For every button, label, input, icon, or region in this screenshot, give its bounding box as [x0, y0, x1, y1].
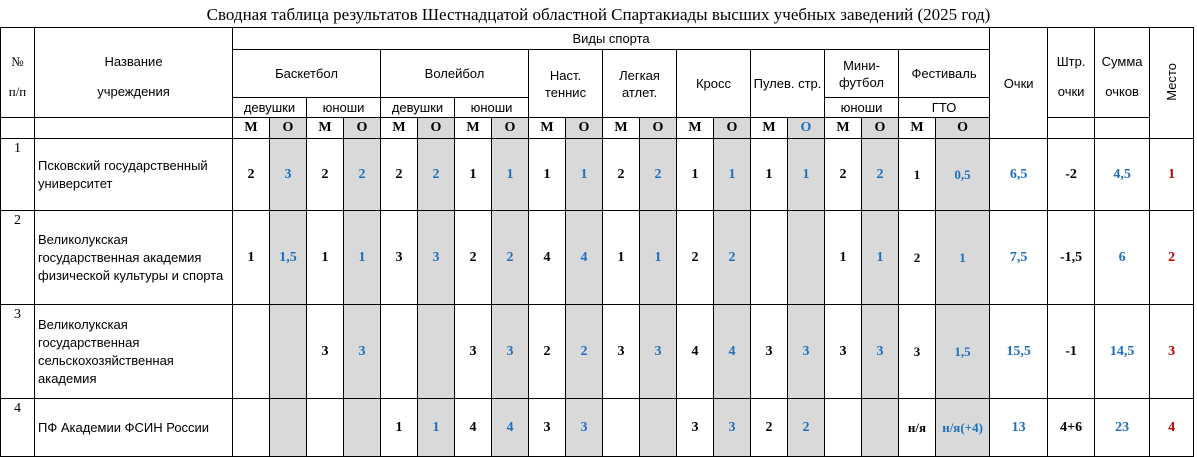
score-o: 3: [714, 399, 751, 457]
row-number: 2: [1, 211, 35, 305]
page-title: Сводная таблица результатов Шестнадцатой областной Спартакиады высших учебных заведений (2025 год): [206, 5, 991, 24]
m-header: М: [307, 118, 344, 139]
score-o: 3: [492, 305, 529, 399]
sport-shooting: Пулев. стр.: [751, 50, 825, 118]
score-o: [640, 399, 677, 457]
table-row: [1, 139, 1194, 211]
sub-volleyball-boys: юноши: [455, 98, 529, 118]
score-o: 2: [418, 139, 455, 211]
o-header: О: [270, 118, 307, 139]
place-value: 3: [1150, 305, 1194, 399]
mo-spacer-penalty: [1048, 118, 1095, 139]
sport-athletics: Легкая атлет.: [603, 50, 677, 118]
score-o: 1: [936, 211, 990, 305]
table-row: [1, 399, 1194, 457]
score-o: 2: [714, 211, 751, 305]
score-o: 1: [566, 139, 603, 211]
score-m: 1: [899, 139, 936, 211]
o-header: О: [640, 118, 677, 139]
score-m: 1: [381, 399, 418, 457]
score-m: [751, 211, 788, 305]
sub-volleyball-girls: девушки: [381, 98, 455, 118]
place-header: Место: [1150, 28, 1194, 139]
score-o: н/я(+4): [936, 399, 990, 457]
score-m: 1: [825, 211, 862, 305]
score-o: 4: [714, 305, 751, 399]
institution-name: Великолукская государственная академия физической культуры и спорта: [35, 211, 233, 305]
score-o: 1: [640, 211, 677, 305]
place-value: 1: [1150, 139, 1194, 211]
points-value: 15,5: [990, 305, 1048, 399]
score-m: 2: [455, 211, 492, 305]
institution-name: ПФ Академии ФСИН России: [35, 399, 233, 457]
score-m: 1: [751, 139, 788, 211]
score-m: 1: [307, 211, 344, 305]
score-o: [862, 399, 899, 457]
score-m: [307, 399, 344, 457]
sum-value: 4,5: [1095, 139, 1150, 211]
sum-value: 6: [1095, 211, 1150, 305]
institution-name: Великолукская государственная сельскохозяйственная академия: [35, 305, 233, 399]
score-m: 2: [751, 399, 788, 457]
score-m: 1: [529, 139, 566, 211]
sub-basketball-girls: девушки: [233, 98, 307, 118]
m-header: М: [603, 118, 640, 139]
score-m: 2: [899, 211, 936, 305]
score-o: 3: [418, 211, 455, 305]
penalty-header: Штр. очки: [1048, 28, 1095, 118]
score-o: 2: [566, 305, 603, 399]
score-o: 3: [640, 305, 677, 399]
score-o: [788, 211, 825, 305]
m-header: М: [751, 118, 788, 139]
score-m: 2: [677, 211, 714, 305]
score-o: 4: [566, 211, 603, 305]
score-m: [825, 399, 862, 457]
score-m: 3: [603, 305, 640, 399]
points-value: 6,5: [990, 139, 1048, 211]
score-m: 2: [603, 139, 640, 211]
score-m: 4: [455, 399, 492, 457]
row-number: 1: [1, 139, 35, 211]
score-o: 3: [270, 139, 307, 211]
score-o: [344, 399, 381, 457]
points-value: 7,5: [990, 211, 1048, 305]
sub-futsal-boys: юноши: [825, 98, 899, 118]
score-m: 3: [529, 399, 566, 457]
score-o: 3: [344, 305, 381, 399]
score-m: 2: [381, 139, 418, 211]
score-o: 4: [492, 399, 529, 457]
score-m: 1: [603, 211, 640, 305]
score-o: 0,5: [936, 139, 990, 211]
score-o: 2: [640, 139, 677, 211]
sum-value: 14,5: [1095, 305, 1150, 399]
score-m: [233, 399, 270, 457]
score-o: 2: [492, 211, 529, 305]
sub-basketball-boys: юноши: [307, 98, 381, 118]
score-o: 1: [714, 139, 751, 211]
score-m: 2: [307, 139, 344, 211]
mo-spacer-sum: [1095, 118, 1150, 139]
o-header: О: [936, 118, 990, 139]
sport-festival: Фестиваль: [899, 50, 990, 98]
m-header: М: [455, 118, 492, 139]
score-o: 1: [344, 211, 381, 305]
score-m: 3: [899, 305, 936, 399]
score-m: 4: [529, 211, 566, 305]
col-num-header: № п/п: [1, 28, 35, 118]
o-header: О: [714, 118, 751, 139]
penalty-value: -2: [1048, 139, 1095, 211]
score-m: 1: [677, 139, 714, 211]
score-m: [381, 305, 418, 399]
mo-spacer-num: [1, 118, 35, 139]
points-value: 13: [990, 399, 1048, 457]
score-m: 2: [825, 139, 862, 211]
o-header: О: [862, 118, 899, 139]
m-header: М: [825, 118, 862, 139]
o-header: О: [566, 118, 603, 139]
score-m: 3: [751, 305, 788, 399]
sub-festival-gto: ГТО: [899, 98, 990, 118]
institution-name: Псковский государственный университет: [35, 139, 233, 211]
score-o: 2: [344, 139, 381, 211]
score-m: 3: [307, 305, 344, 399]
penalty-value: -1: [1048, 305, 1095, 399]
m-header: М: [899, 118, 936, 139]
score-o: 1: [418, 399, 455, 457]
score-m: 3: [455, 305, 492, 399]
col-name-header: Название учреждения: [35, 28, 233, 118]
sport-table-tennis: Наст. теннис: [529, 50, 603, 118]
sport-basketball: Баскетбол: [233, 50, 381, 98]
sport-futsal: Мини-футбол: [825, 50, 899, 98]
score-o: 1: [492, 139, 529, 211]
o-header: О: [344, 118, 381, 139]
score-o: 1,5: [936, 305, 990, 399]
score-m: н/я: [899, 399, 936, 457]
score-o: [270, 305, 307, 399]
o-header: О: [418, 118, 455, 139]
sum-value: 23: [1095, 399, 1150, 457]
o-header: О: [788, 118, 825, 139]
sum-header: Сумма очков: [1095, 28, 1150, 118]
table-row: [1, 305, 1194, 399]
m-header: М: [233, 118, 270, 139]
score-m: 2: [529, 305, 566, 399]
m-header: М: [677, 118, 714, 139]
score-o: 1: [788, 139, 825, 211]
score-o: 2: [788, 399, 825, 457]
m-header: М: [381, 118, 418, 139]
penalty-value: 4+6: [1048, 399, 1095, 457]
score-o: [418, 305, 455, 399]
score-m: 1: [233, 211, 270, 305]
sport-volleyball: Волейбол: [381, 50, 529, 98]
penalty-value: -1,5: [1048, 211, 1095, 305]
score-o: 3: [788, 305, 825, 399]
sport-cross: Кросс: [677, 50, 751, 118]
o-header: О: [492, 118, 529, 139]
score-o: [270, 399, 307, 457]
score-m: 3: [677, 399, 714, 457]
place-value: 4: [1150, 399, 1194, 457]
place-value: 2: [1150, 211, 1194, 305]
table-row: [1, 211, 1194, 305]
score-m: 1: [455, 139, 492, 211]
score-o: 1: [862, 211, 899, 305]
score-m: [603, 399, 640, 457]
score-m: 4: [677, 305, 714, 399]
score-m: 3: [825, 305, 862, 399]
row-number: 4: [1, 399, 35, 457]
score-m: [233, 305, 270, 399]
score-o: 3: [862, 305, 899, 399]
m-header: М: [529, 118, 566, 139]
sports-group-header: Виды спорта: [233, 28, 990, 50]
mo-spacer-name: [35, 118, 233, 139]
points-header: Очки: [990, 28, 1048, 139]
score-o: 1,5: [270, 211, 307, 305]
score-m: 2: [233, 139, 270, 211]
score-m: 3: [381, 211, 418, 305]
score-o: 3: [566, 399, 603, 457]
score-o: 2: [862, 139, 899, 211]
row-number: 3: [1, 305, 35, 399]
results-table: [0, 27, 1194, 457]
